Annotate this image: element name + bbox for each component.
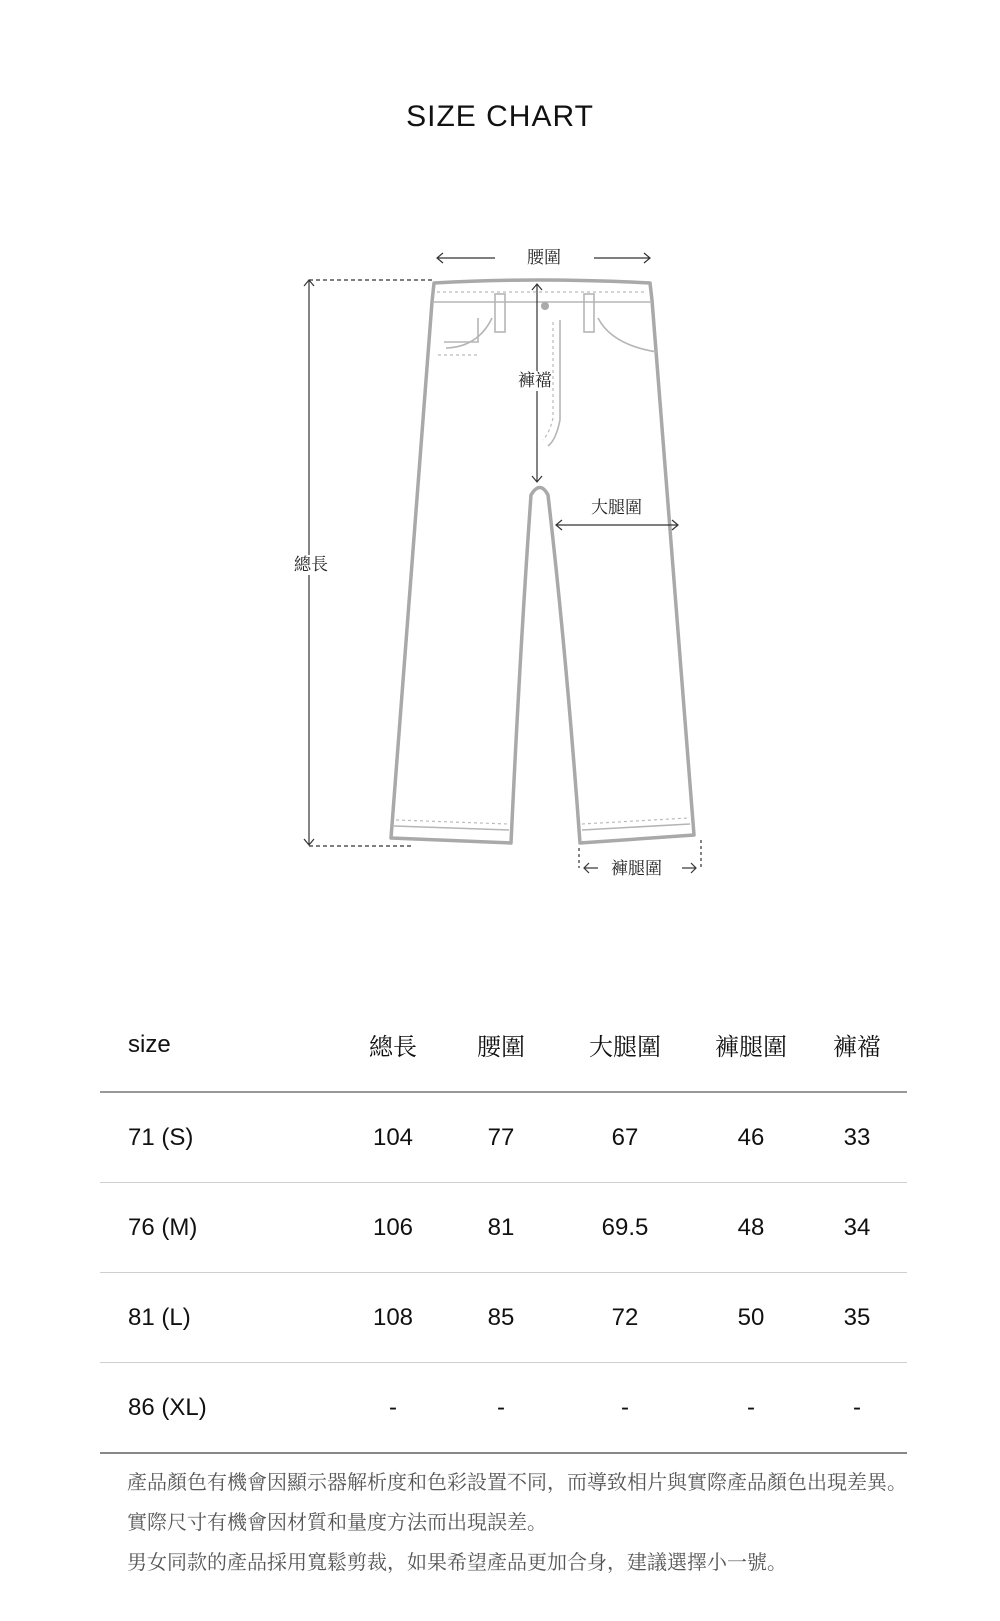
column-header-length: 總長 (339, 998, 447, 1092)
note-color: 產品顏色有機會因顯示器解析度和色彩設置不同，而導致相片與實際產品顏色出現差異。 (127, 1470, 907, 1494)
column-header-thigh: 大腿圍 (555, 998, 695, 1092)
thigh-cell: 69.5 (555, 1183, 695, 1273)
size-cell: 76 (M) (100, 1183, 339, 1273)
column-header-size: size (100, 998, 339, 1092)
thigh-cell: 67 (555, 1092, 695, 1183)
thigh-cell: 72 (555, 1273, 695, 1363)
size-cell: 81 (L) (100, 1273, 339, 1363)
hem-label: 褲腿圍 (611, 859, 662, 879)
rise-label: 褲襠 (518, 371, 552, 391)
thigh-cell: - (555, 1363, 695, 1454)
waist-cell: 77 (447, 1092, 555, 1183)
hem-cell: 50 (695, 1273, 807, 1363)
table-row (100, 1183, 907, 1273)
length-cell: 104 (339, 1092, 447, 1183)
column-header-waist: 腰圍 (447, 998, 555, 1092)
rise-cell: 35 (807, 1273, 907, 1363)
page-title: SIZE CHART (406, 100, 594, 133)
pants-measurement-diagram (0, 220, 1000, 900)
size-table (100, 998, 907, 1454)
disclaimer-notes (127, 1462, 907, 1582)
length-cell: - (339, 1363, 447, 1454)
size-cell: 86 (XL) (100, 1363, 339, 1454)
pants-illustration (0, 220, 1000, 900)
length-cell: 106 (339, 1183, 447, 1273)
column-header-hem: 褲腿圍 (695, 998, 807, 1092)
hem-cell: 48 (695, 1183, 807, 1273)
table-header-row (100, 998, 907, 1092)
column-header-rise: 褲襠 (807, 998, 907, 1092)
note-measurement: 實際尺寸有機會因材質和量度方法而出現誤差。 (127, 1510, 547, 1534)
waist-cell: 85 (447, 1273, 555, 1363)
waist-cell: - (447, 1363, 555, 1454)
note-fit: 男女同款的產品採用寬鬆剪裁，如果希望產品更加合身，建議選擇小一號。 (127, 1550, 787, 1574)
table-row (100, 1273, 907, 1363)
waist-label: 腰圍 (527, 248, 561, 268)
rise-cell: 34 (807, 1183, 907, 1273)
waist-cell: 81 (447, 1183, 555, 1273)
rise-cell: - (807, 1363, 907, 1454)
length-cell: 108 (339, 1273, 447, 1363)
rise-cell: 33 (807, 1092, 907, 1183)
hem-cell: - (695, 1363, 807, 1454)
hem-cell: 46 (695, 1092, 807, 1183)
table-row (100, 1363, 907, 1454)
size-cell: 71 (S) (100, 1092, 339, 1183)
thigh-label: 大腿圍 (591, 498, 642, 518)
length-label: 總長 (294, 555, 328, 575)
table-row (100, 1092, 907, 1183)
